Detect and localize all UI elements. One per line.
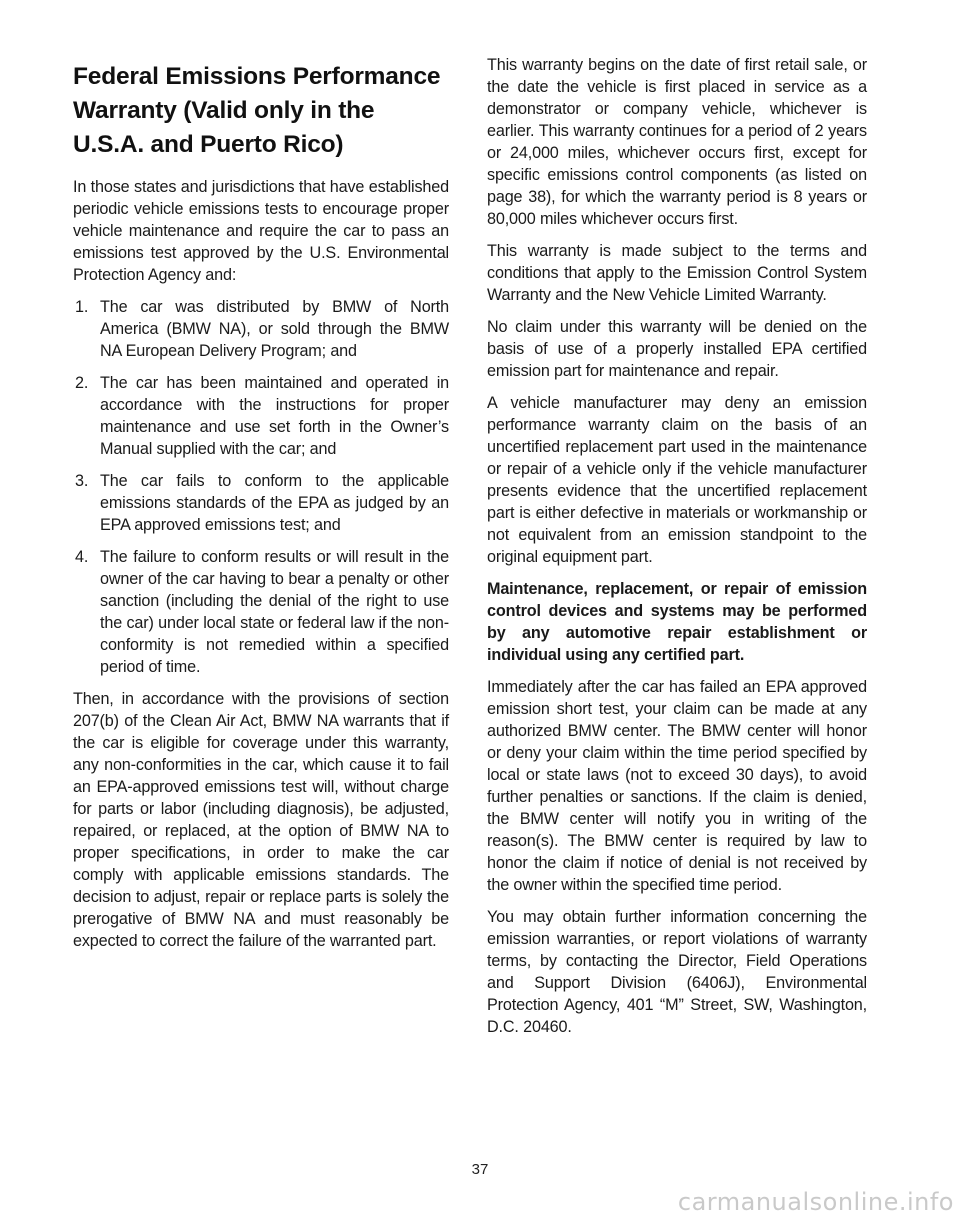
list-item-text: The car fails to conform to the applicable emissions standards of the EPA as judged by an EPA approved emissions test; and	[100, 472, 449, 534]
list-item-text: The failure to conform results or will result in the owner of the car having to bear a penalty or other sanction (including the denial of the right to use the car) under local state or federal law if the non-conformity is not remedied within a specified period of time.	[100, 548, 449, 676]
conditions-list	[73, 296, 449, 678]
list-item-text: The car was distributed by BMW of North America (BMW NA), or sold through the BMW NA European Delivery Program; and	[100, 298, 449, 360]
terms-paragraph: This warranty is made subject to the terms and conditions that apply to the Emission Control System Warranty and the New Vehicle Limited Warranty.	[487, 242, 867, 304]
uncertified-part-paragraph: A vehicle manufacturer may deny an emission performance warranty claim on the basis of an uncertified replacement part used in the maintenance or repair of a vehicle only if the vehicle manufacturer presents evidence that the uncertified replacement part is either defective in materials or workmanship or not equivalent from an emission standpoint to the original equipment part.	[487, 394, 867, 566]
list-item	[73, 546, 449, 678]
contact-paragraph: You may obtain further information concerning the emission warranties, or report violations of warranty terms, by contacting the Director, Field Operations and Support Division (6406J), Environmental Protection Agency, 401 “M” Street, SW, Washington, D.C. 20460.	[487, 908, 867, 1036]
list-item	[73, 470, 449, 536]
left-column	[73, 54, 449, 962]
claim-paragraph: Immediately after the car has failed an EPA approved emission short test, your claim can be made at any authorized BMW center. The BMW center will honor or deny your claim within the time period specified by local or state laws (not to exceed 30 days), to avoid further penalties or sanctions. If the claim is denied, the BMW center will notify you in writing of the reason(s). The BMW center is required by law to honor the claim if notice of denial is not received by the owner within the specified time period.	[487, 678, 867, 894]
list-item-text: The car has been maintained and operated in accordance with the instructions for proper maintenance and use set forth in the Owner’s Manual supplied with the car; and	[100, 374, 449, 458]
list-number: 3.	[75, 472, 89, 490]
closing-paragraph: Then, in accordance with the provisions of section 207(b) of the Clean Air Act, BMW NA warrants that if the car is eligible for coverage under this warranty, any non-conformities in the car, which cause it to fail an EPA-approved emissions test will, without charge for parts or labor (including diagnosis), be adjusted, repaired, or replaced, at the option of BMW NA to proper specifications, in order to make the car comply with applicable emissions standards. The decision to adjust, repair or replace parts is solely the prerogative of BMW NA and must reasonably be expected to correct the failure of the warranted part.	[73, 690, 449, 950]
certified-part-paragraph: No claim under this warranty will be denied on the basis of use of a properly installed EPA certified emission part for maintenance and repair.	[487, 318, 867, 380]
page-number: 37	[471, 1161, 489, 1178]
right-column	[487, 54, 867, 1048]
list-item	[73, 372, 449, 460]
list-number: 4.	[75, 548, 89, 566]
warranty-period-paragraph: This warranty begins on the date of first retail sale, or the date the vehicle is first placed in service as a demonstrator or company vehicle, whichever is earlier. This warranty continues for a period of 2 years or 24,000 miles, whichever occurs first, except for specific emissions control components (as listed on page 38), for which the warranty period is 8 years or 80,000 miles whichever occurs first.	[487, 56, 867, 228]
list-item	[73, 296, 449, 362]
list-number: 2.	[75, 374, 89, 392]
watermark-text: carmanualsonline.info	[677, 1188, 954, 1216]
maintenance-notice: Maintenance, replacement, or repair of emission control devices and systems may be performed by any automotive repair establishment or individual using any certified part.	[487, 580, 867, 664]
page-title: Federal Emissions Performance Warranty (Valid only in the U.S.A. and Puerto Rico)	[73, 63, 441, 158]
intro-paragraph: In those states and jurisdictions that have established periodic vehicle emissions tests to encourage proper vehicle maintenance and require the car to pass an emissions test approved by the U.S. Environmental Protection Agency and:	[73, 178, 449, 284]
list-number: 1.	[75, 298, 89, 316]
